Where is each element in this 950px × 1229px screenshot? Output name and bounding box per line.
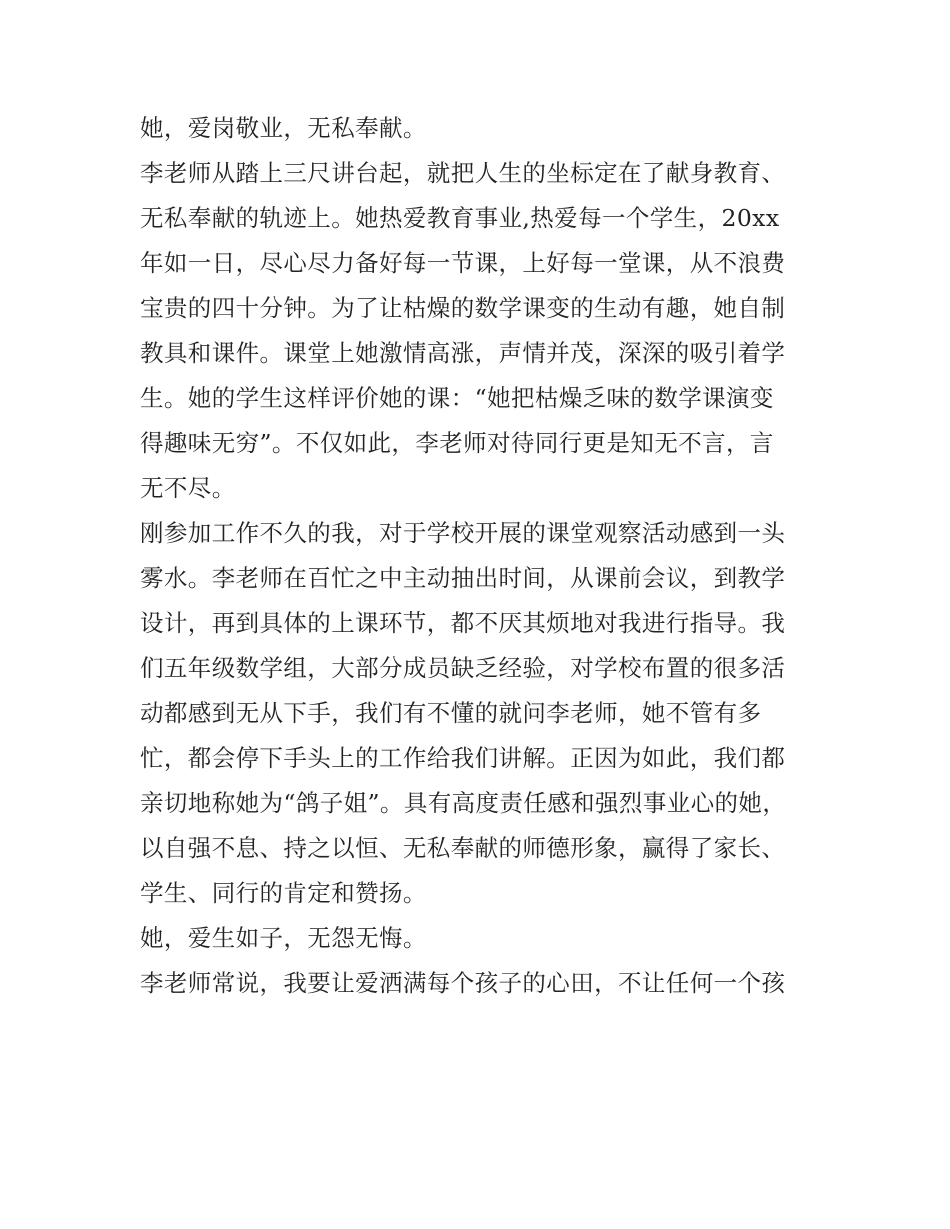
text-line-4: 年如一日，尽心尽力备好每一节课，上好每一堂课，从不浪费 [140,249,786,277]
text-line-12: 设计，再到具体的上课环节，都不厌其烦地对我进行指导。我 [140,609,786,637]
text-line-14: 动都感到无从下手，我们有不懂的就问李老师，她不管有多 [140,699,762,727]
text-line-11: 雾水。李老师在百忙之中主动抽出时间，从课前会议，到教学 [140,564,786,592]
text-line-8: 得趣味无穷”。不仅如此，李老师对待同行更是知无不言，言 [140,429,774,457]
text-line-20: 李老师常说，我要让爱洒满每个孩子的心田，不让任何一个孩 [140,969,786,997]
text-line-9: 无不尽。 [140,474,236,502]
text-line-2: 李老师从踏上三尺讲台起，就把人生的坐标定在了献身教育、 [140,159,786,187]
text-line-13: 们五年级数学组，大部分成员缺乏经验，对学校布置的很多活 [140,654,786,682]
text-line-1: 她，爱岗敬业，无私奉献。 [140,114,427,142]
text-line-7: 生。她的学生这样评价她的课：“她把枯燥乏味的数学课演变 [140,384,774,412]
text-line-19: 她，爱生如子，无怨无悔。 [140,924,427,952]
text-line-5: 宝贵的四十分钟。为了让枯燥的数学课变的生动有趣，她自制 [140,294,786,322]
text-line-3: 无私奉献的轨迹上。她热爱教育事业,热爱每一个学生，20xx [140,204,780,232]
text-line-16: 亲切地称她为“鸽子姐”。具有高度责任感和强烈事业心的她， [140,789,787,817]
text-line-6: 教具和课件。课堂上她激情高涨，声情并茂，深深的吸引着学 [140,339,786,367]
text-line-15: 忙，都会停下手头上的工作给我们讲解。正因为如此，我们都 [140,744,786,772]
document-body [140,106,820,1006]
text-line-10: 刚参加工作不久的我，对于学校开展的课堂观察活动感到一头 [140,519,786,547]
text-line-18: 学生、同行的肯定和赞扬。 [140,879,427,907]
text-line-17: 以自强不息、持之以恒、无私奉献的师德形象，赢得了家长、 [140,834,786,862]
